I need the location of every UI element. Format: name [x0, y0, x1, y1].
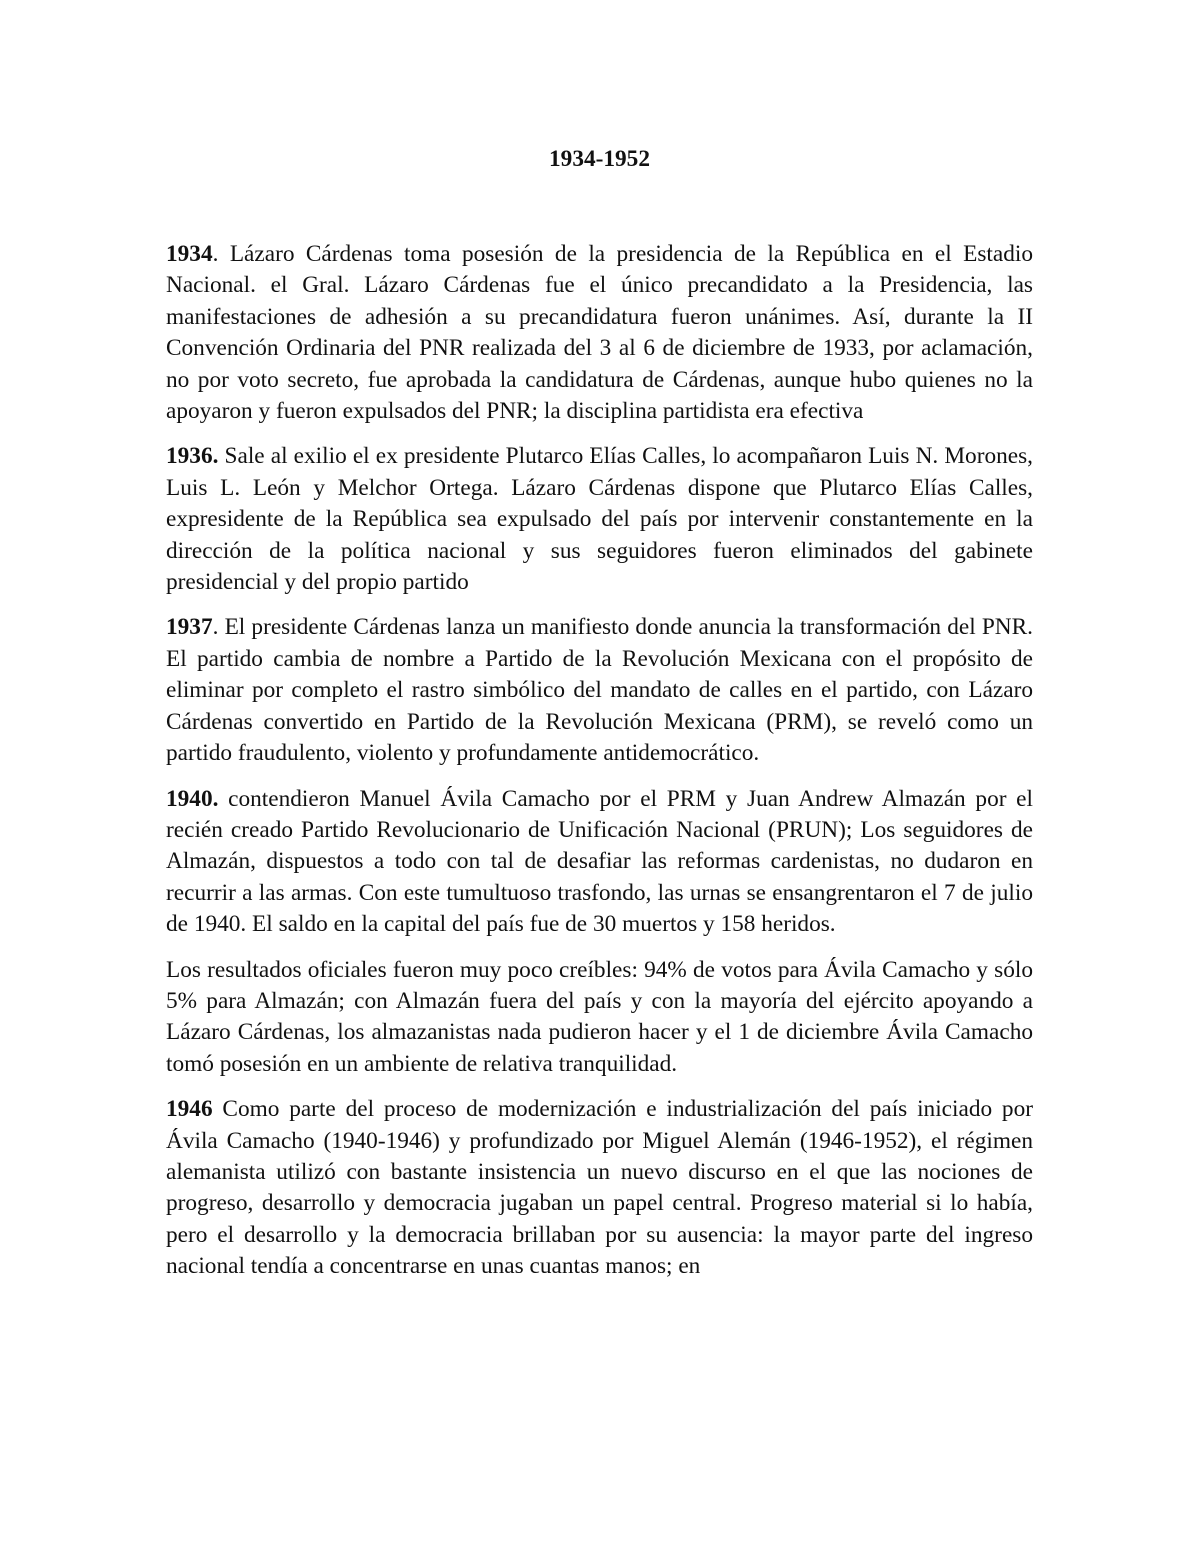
year-label: 1940. — [166, 785, 219, 812]
paragraph-text: . Lázaro Cárdenas toma posesión de la presidencia de la República en el Estadio Nacional. el Gral. Lázaro Cárdenas fue el único precandidato a la Presidencia, las manifestaciones de adhesión a su precandidatura fueron unánimes. Así, durante la II Convención Ordinaria del PNR realizada del 3 al 6 de diciembre de 1933, por aclamación, no por voto secreto, fue aprobada la candidatura de Cárdenas, aunque hubo quienes no la apoyaron y fueron expulsados del PNR; la disciplina partidista era efectiva — [166, 241, 1033, 425]
paragraph-text: Como parte del proceso de modernización e industrialización del país iniciado por Ávila Camacho (1940-1946) y profundizado por Miguel Alemán (1946-1952), el régimen alemanista utilizó con bastante insistencia un nuevo discurso en el que las nociones de progreso, desarrollo y democracia jugaban un papel central. Progreso material si lo había, pero el desarrollo y la democracia brillaban por su ausencia: la mayor parte del ingreso nacional tendía a concentrarse en unas cuantas manos; en — [166, 1096, 1033, 1280]
document-title: 1934-1952 — [549, 146, 650, 172]
year-label: 1934 — [166, 241, 213, 267]
year-label: 1936. — [166, 443, 219, 470]
paragraph-election-results — [166, 955, 1033, 1081]
paragraph-1946 — [166, 1094, 1033, 1282]
paragraph-1934 — [166, 239, 1033, 427]
paragraph-1936 — [166, 441, 1033, 598]
document-body — [166, 239, 1033, 1297]
year-label: 1937 — [166, 614, 213, 641]
paragraph-text: contendieron Manuel Ávila Camacho por el PRM y Juan Andrew Almazán por el recién creado Partido Revolucionario de Unificación Nacional (PRUN); Los seguidores de Almazán, dispuestos a todo con tal de desafiar las reformas cardenistas, no dudaron en recurrir a las armas. Con este tumultuoso trasfondo, las urnas se ensangrentaron el 7 de julio de 1940. El saldo en la capital del país fue de 30 muertos y 158 heridos. — [166, 785, 1033, 938]
paragraph-1940 — [166, 784, 1033, 941]
paragraph-text: Los resultados oficiales fueron muy poco creíbles: 94% de votos para Ávila Camacho y sólo 5% para Almazán; con Almazán fuera del país y con la mayoría del ejército apoyando a Lázaro Cárdenas, los almazanistas nada pudieron hacer y el 1 de diciembre Ávila Camacho tomó posesión en un ambiente de relativa tranquilidad. — [166, 956, 1033, 1077]
paragraph-text: . El presidente Cárdenas lanza un manifiesto donde anuncia la transformación del PNR. El partido cambia de nombre a Partido de la Revolución Mexicana con el propósito de eliminar por completo el rastro simbólico del mandato de calles en el partido, con Lázaro Cárdenas convertido en Partido de la Revolución Mexicana (PRM), se reveló como un partido fraudulento, violento y profundamente antidemocrático. — [166, 614, 1033, 767]
paragraph-1937 — [166, 612, 1033, 769]
year-label: 1946 — [166, 1096, 213, 1123]
paragraph-text: Sale al exilio el ex presidente Plutarco Elías Calles, lo acompañaron Luis N. Morones, Luis L. León y Melchor Ortega. Lázaro Cárdenas dispone que Plutarco Elías Calles, expresidente de la República sea expulsado del país por intervenir constantemente en la dirección de la política nacional y sus seguidores fueron eliminados del gabinete presidencial y del propio partido — [166, 443, 1033, 596]
